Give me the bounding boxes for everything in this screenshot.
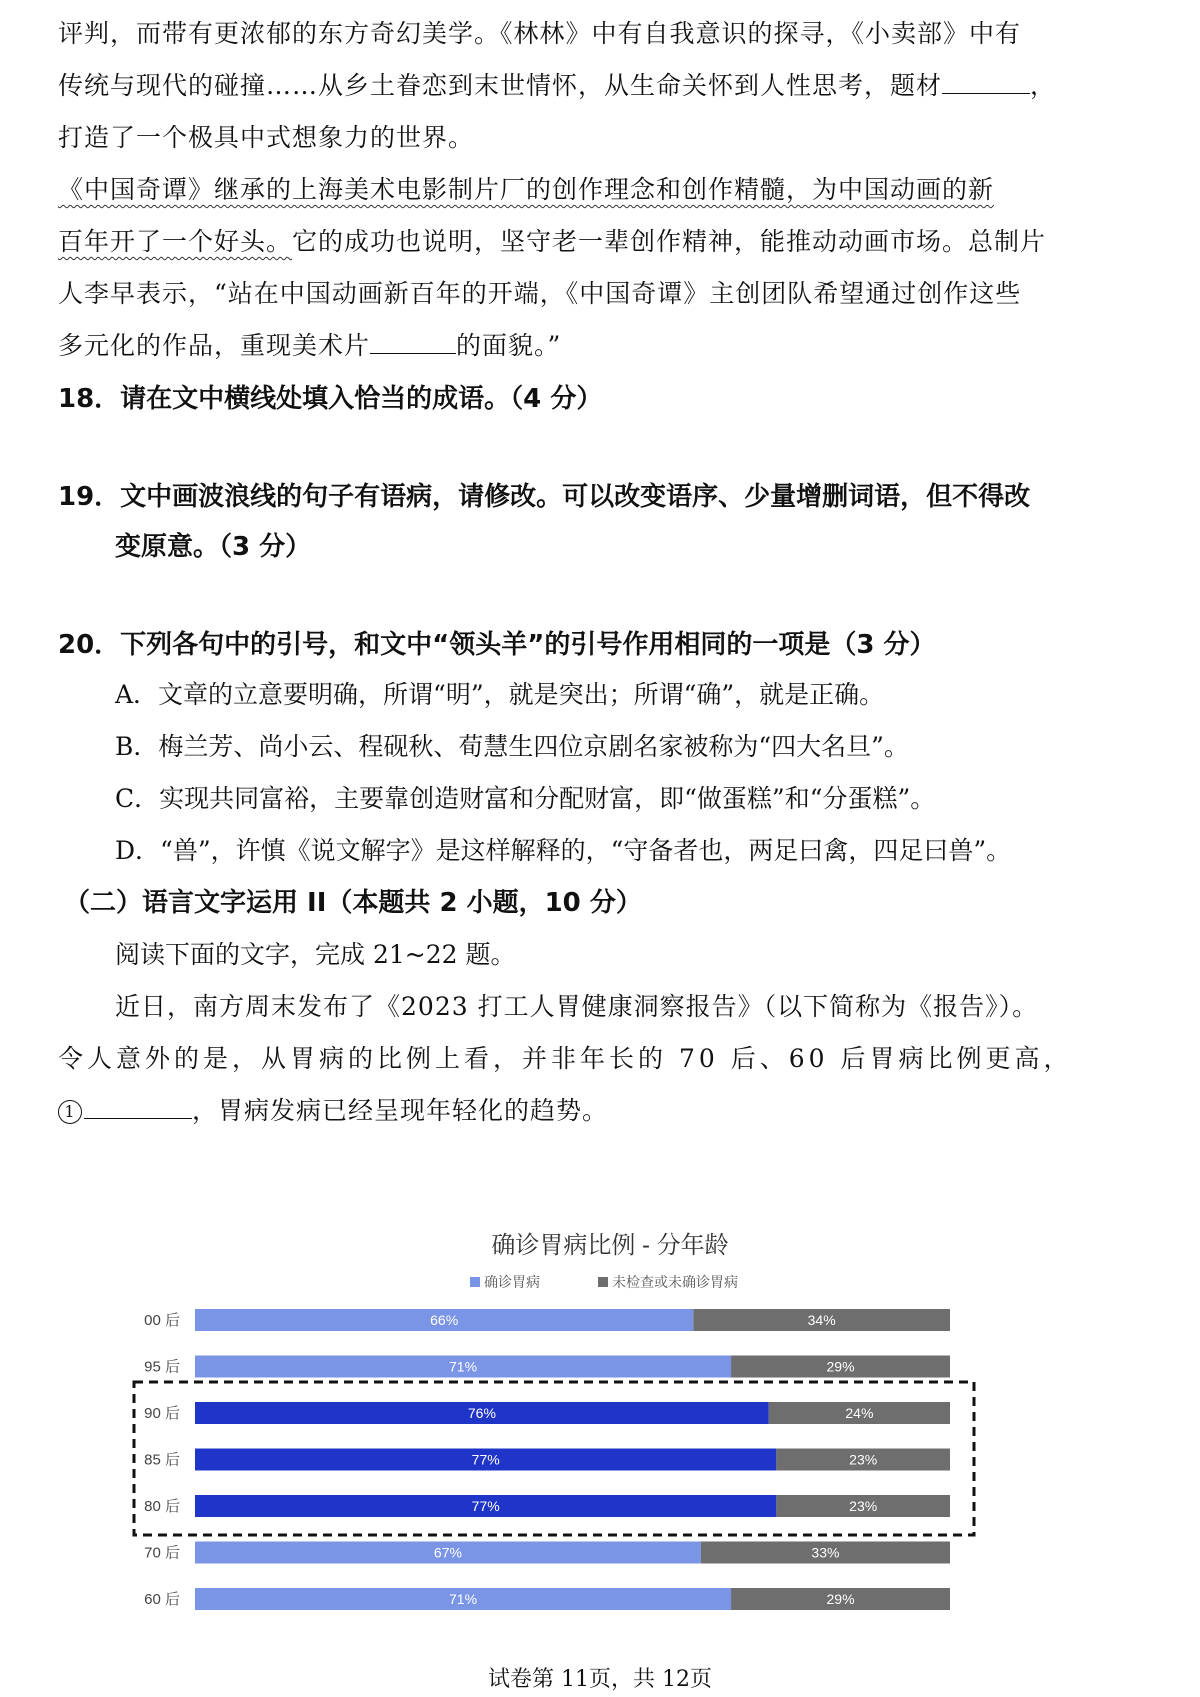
section-paragraph-3: 1 ，胃病发病已经呈现年轻化的趋势。 <box>58 1091 608 1127</box>
passage-line-1: 评判，而带有更浓郁的东方奇幻美学。《林林》中有自我意识的探寻，《小卖部》中有 <box>58 19 1022 48</box>
data-label: 71% <box>449 1358 478 1375</box>
section-paragraph-1: 近日，南方周末发布了《2023 打工人胃健康洞察报告》（以下简称为《报告》）。 <box>115 992 1039 1021</box>
legend-swatch-1 <box>598 1277 608 1287</box>
question-18: 18．请在文中横线处填入恰当的成语。（4 分） <box>58 384 603 414</box>
category-label: 80 后 <box>144 1498 180 1515</box>
passage-line-6: 人李早表示，“站在中国动画新百年的开端，《中国奇谭》主创团队希望通过创作这些 <box>58 279 1022 308</box>
category-label: 95 后 <box>144 1358 180 1376</box>
passage-line-5: 百年开了一个好头。它的成功也说明，坚守老一辈创作精神，能推动动画市场。总制片 <box>58 227 1047 256</box>
question-20: 20．下列各句中的引号，和文中“领头羊”的引号作用相同的一项是（3 分） <box>58 630 936 660</box>
data-label: 66% <box>430 1312 459 1328</box>
category-label: 70 后 <box>144 1544 180 1562</box>
wavy-underlined-sentence-end: 百年开了一个好头。 <box>58 227 293 256</box>
option-b: B．梅兰芳、尚小云、程砚秋、荀慧生四位京剧名家被称为“四大名旦”。 <box>115 732 909 761</box>
section-heading: （二）语言文字运用 II（本题共 2 小题，10 分） <box>64 888 642 918</box>
passage-line-4 <box>58 170 994 206</box>
question-19-line-1: 19．文中画波浪线的句子有语病，请修改。可以改变语序、少量增删词语，但不得改 <box>58 482 1031 512</box>
data-label: 34% <box>807 1312 836 1328</box>
option-a: A．文章的立意要明确，所谓“明”，就是突出；所谓“确”，就是正确。 <box>115 680 885 709</box>
data-label: 77% <box>471 1498 500 1514</box>
answer-blank <box>942 73 1030 94</box>
data-label: 24% <box>845 1405 874 1421</box>
circled-marker: 1 <box>58 1100 82 1124</box>
category-label: 85 后 <box>144 1451 180 1469</box>
option-d: D．“兽”，许慎《说文解字》是这样解释的，“守备者也，两足曰禽，四足曰兽”。 <box>115 836 1012 865</box>
category-label: 90 后 <box>144 1405 180 1422</box>
passage-line-2: 传统与现代的碰撞……从乡土眷恋到末世情怀，从生命关怀到人性思考，题材 ， <box>58 71 1057 100</box>
category-label: 60 后 <box>144 1591 180 1608</box>
question-19-line-2: 变原意。（3 分） <box>115 532 312 562</box>
answer-blank <box>84 1098 192 1119</box>
page-footer: 试卷第 11页，共 12页 <box>488 1667 712 1692</box>
data-label: 77% <box>471 1451 500 1468</box>
answer-blank <box>370 333 456 354</box>
legend-label-0: 确诊胃病 <box>484 1274 540 1290</box>
option-c: C．实现共同富裕，主要靠创造财富和分配财富，即“做蛋糕”和“分蛋糕”。 <box>115 784 936 813</box>
section-intro: 阅读下面的文字，完成 21~22 题。 <box>115 940 516 969</box>
data-label: 33% <box>811 1544 840 1561</box>
data-label: 23% <box>849 1498 878 1514</box>
data-label: 29% <box>826 1358 855 1375</box>
chart-bars <box>134 1309 974 1610</box>
passage-line-3: 打造了一个极具中式想象力的世界。 <box>58 123 475 152</box>
data-label: 76% <box>467 1405 496 1421</box>
stacked-bar-chart <box>130 1205 1090 1645</box>
data-label: 71% <box>449 1591 478 1607</box>
passage-line-7: 多元化的作品，重现美术片 的面貌。” <box>58 331 562 360</box>
data-label: 29% <box>826 1591 855 1607</box>
data-label: 23% <box>849 1451 878 1468</box>
category-label: 00 后 <box>144 1312 180 1329</box>
chart-title: 确诊胃病比例 - 分年龄 <box>491 1232 729 1259</box>
legend-swatch-0 <box>470 1277 480 1287</box>
wavy-underlined-sentence: 《中国奇谭》继承的上海美术电影制片厂的创作理念和创作精髓，为中国动画的新 <box>58 175 995 204</box>
chart-legend <box>470 1274 738 1290</box>
data-label: 67% <box>433 1544 462 1561</box>
legend-label-1: 未检查或未确诊胃病 <box>612 1274 738 1290</box>
section-paragraph-2: 令人意外的是，从胃病的比例上看，并非年长的 70 后、60 后胃病比例更高， <box>58 1044 1073 1073</box>
